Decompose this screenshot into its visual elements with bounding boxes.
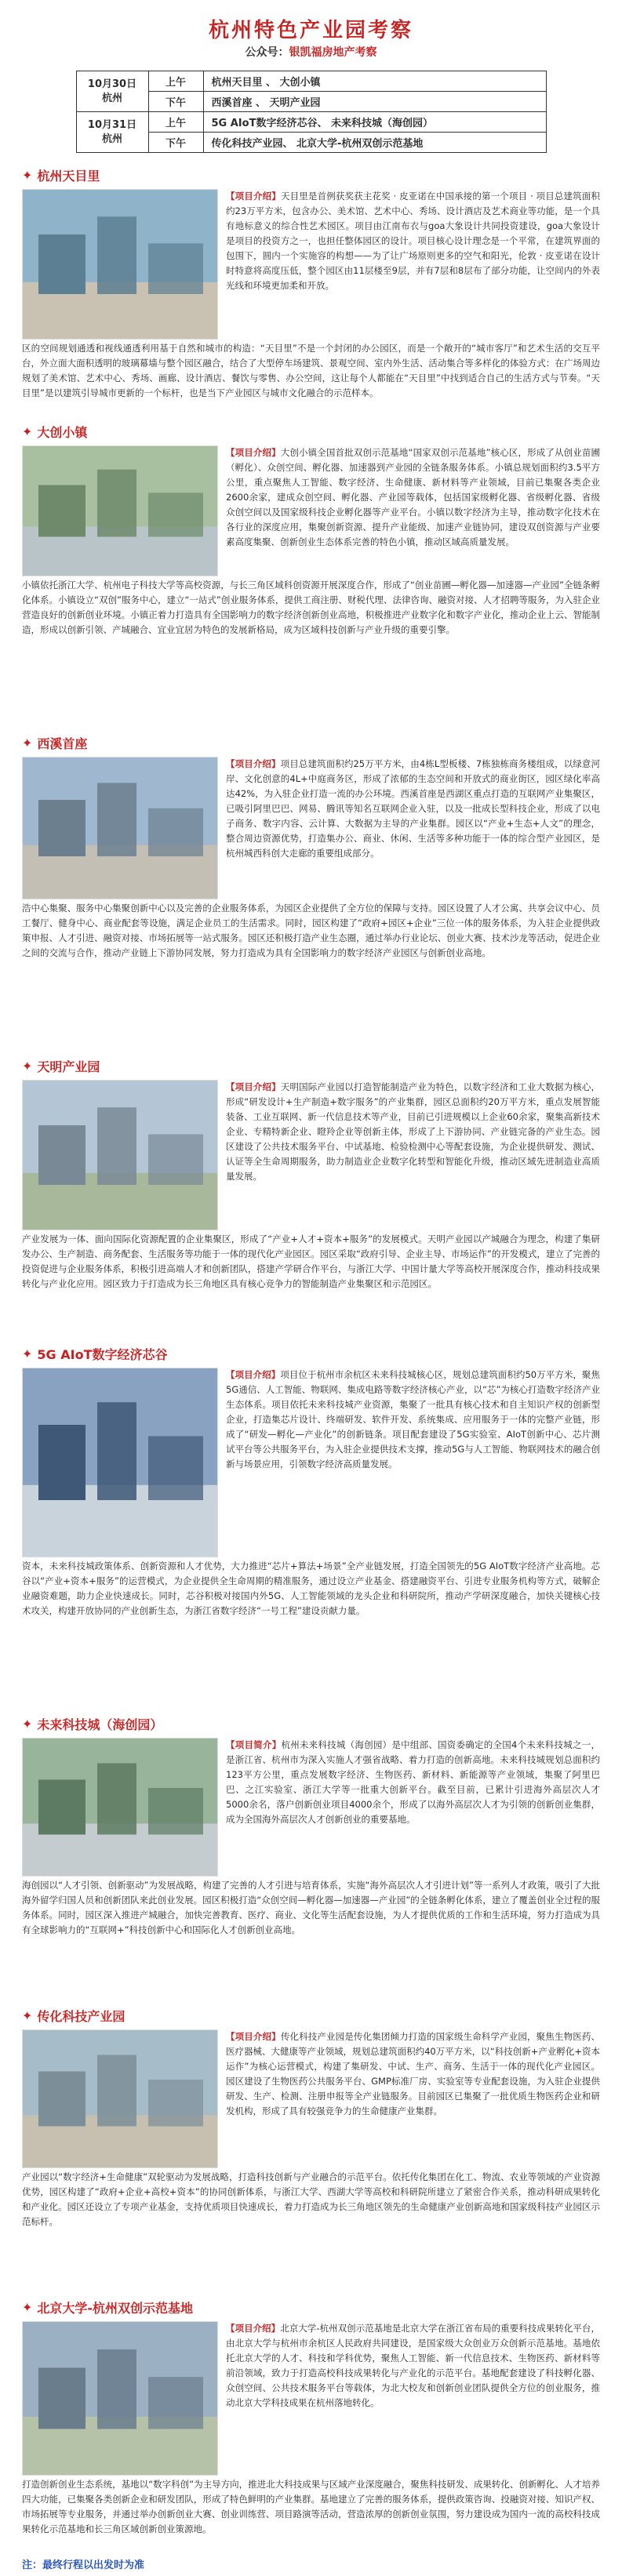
footer-note: 注：最终行程以出发时为准 bbox=[22, 2560, 145, 2571]
project-intro bbox=[226, 1738, 600, 1875]
section-7 bbox=[0, 2004, 622, 2291]
intro-text: 大创小镇全国首批双创示范基地“国家双创示范基地”核心区，形成了从创业苗圃（孵化）、众创空间、孵化器、加速器到产业园的全链条服务体系。小镇总规划面积约3.5平方公里，重点聚焦人工智能、数字经济、生命健康、新材料等产业领域，目前已集聚各类企业2600余家，建成众创空间、孵化器、产业园等载体，包括国家级孵化器、省级孵化器、省级众创空间以及国家级科技企业孵化器等产业平台。小镇以数字经济为主导，推动数字化技术在各行业的深度应用，集聚创新资源、提升产业能级、加速产业链协同，建设双创资源与产业要素高度集聚、创新创业生态体系完善的特色小镇，推动区域高质量发展。 bbox=[226, 447, 600, 547]
project-photo bbox=[22, 1080, 218, 1230]
sparkle-icon: ✦ bbox=[22, 2007, 33, 2023]
project-detail: 产业发展为一体、面向国际化资源配置的企业集聚区，形成了“产业+人才+资本+服务”的发展模式。天明产业园以产城融合为理念，构建了集研发办公、生产制造、商务配套、生活服务等功能于一体的现代化产业园区。园区采取“政府引导、企业主导、市场运作”的开发模式，建立了完善的投资促进与企业服务体系，积极引进高端人才和创新团队，搭建产学研合作平台，与浙江大学、中国计量大学等高校开展深度合作，推动科技成果转化与产业化应用。园区致力于打造成为长三角地区具有核心竞争力的智能制造产业集聚区和示范园区。 bbox=[22, 1234, 600, 1289]
section-body bbox=[22, 1738, 600, 1877]
sparkle-icon: ✦ bbox=[22, 1346, 33, 1361]
section-3 bbox=[0, 732, 622, 1050]
project-detail: 产业园以“数字经济+生命健康”双轮驱动为发展战略，打造科技创新与产业融合的示范平台。依托传化集团在化工、物流、农业等领域的产业资源优势，园区构建了“政府+企业+高校+资本”的协同创新体系，与浙江大学、西湖大学等高校和科研院所建立了紧密合作关系，推动科研成果转化和产业化。园区还设立了专项产业基金，支持优质项目快速成长，着力打造成为长三角地区领先的生命健康产业创新高地和国家级科技产业园区示范标杆。 bbox=[22, 2171, 600, 2227]
section-title: 杭州天目里 bbox=[37, 168, 100, 183]
project-intro bbox=[226, 757, 600, 898]
section-title: 未来科技城（海创园） bbox=[37, 1717, 163, 1732]
section-title: 大创小镇 bbox=[37, 424, 88, 440]
intro-text: 项目位于杭州市余杭区未来科技城核心区，规划总建筑面积约50万平方米，聚焦5G通信、人工智能、物联网、集成电路等数字经济核心产业，以“芯”为核心打造数字经济产业生态体系。项目依托未来科技城产业资源，集聚了一批具有核心技术和自主知识产权的创新型企业，打造集芯片设计、终端研发、软件开发、系统集成、应用服务于一体的完整产业链，形成了“研发—孵化—产业化”的创新链条。项目配套建设了5G实验室、AIoT创新中心、芯片测试平台等公共服务平台，为入驻企业提供技术支撑，推动5G与人工智能、物联网技术的融合创新与场景应用，引领数字经济高质量发展。 bbox=[226, 1369, 600, 1470]
section-heading bbox=[22, 1713, 600, 1735]
intro-text: 北京大学-杭州双创示范基地是北京大学在浙江省布局的重要科技成果转化平台，由北京大学与杭州市余杭区人民政府共同建设，是国家级大众创业万众创新示范基地。基地依托北京大学的人才、科技和学科优势，聚焦人工智能、新一代信息技术、生物医药、新材料等前沿领域，致力于打造高校科技成果转化与产业化的示范平台。基地配套建设了科技孵化器、众创空间、公共技术服务平台等载体，为北大校友和创新创业团队提供全方位的创业服务，推动北京大学科技成果在杭州落地转化。 bbox=[226, 2323, 600, 2408]
section-4 bbox=[0, 1055, 622, 1338]
section-heading bbox=[22, 420, 600, 442]
page-title: 杭州特色产业园考察 bbox=[208, 19, 413, 42]
intro-text: 天目里是首例获奖获主花奖 · 皮亚诺在中国承接的第一个项目 · 项目总建筑面积约23万平方米，包含办公、美术馆、艺术中心、秀场、设计酒店及艺术商业等功能，是一个具有地标意义的综合性艺术园区。项目由江南布衣与goa大象设计共同投资建设，goa大象设计是项目的投资方之一，也担任整体园区的设计。项目核心设计理念是一个平常，在建筑界面的包围下，圆内一个实施容的构想——为了让广场原则更多的空气和阳光，伦敦 · 皮亚诺在设计时特意将高度压低，整个园区由11层楼至9层，并有7层和8层布了部分功能，让空间内的外表光线和环境更加柔和开放。 bbox=[226, 191, 600, 291]
section-title: 传化科技产业园 bbox=[37, 2008, 125, 2024]
sparkle-icon: ✦ bbox=[22, 1058, 33, 1074]
section-2 bbox=[0, 420, 622, 727]
intro-text: 杭州未来科技城（海创园）是中组部、国资委确定的全国4个未来科技城之一，是浙江省、杭州市为深入实施人才强省战略、着力打造的创新高地。未来科技城规划总面积约123平方公里，重点发展数字经济、生物医药、新材料、新能源等产业领域，集聚了阿里巴巴、之江实验室、浙江大学等一批重大创新平台。截至目前，已累计引进海外高层次人才5000余名，落户创新创业项目4000余个，形成了以海外高层次人才为引领的创新创业集群，成为全国海外高层次人才创新创业的重要基地。 bbox=[226, 1739, 600, 1825]
intro-tag: 【项目介绍】 bbox=[226, 758, 281, 769]
section-body bbox=[22, 2321, 600, 2476]
section-title: 西溪首座 bbox=[37, 736, 88, 751]
intro-text: 项目总建筑面积约25万平方米，由4栋L型板楼、7栋独栋商务楼组成，以绿意河岸、文化创意的4L+中庭商务区，形成了浓郁的生态空间和开放式的商业街区，园区绿化率高达42%，为入驻企业打造一流的办公环境。西溪首座是西湖区重点打造的互联网产业集聚区，已吸引阿里巴巴、网易、腾讯等知名互联网企业入驻，以及一批成长型科技企业，形成了以电子商务、数字内容、云计算、大数据为主导的产业集群。园区以“产业+生态+人文”的理念，整合周边资源优势，打造集办公、商业、休闲、生活等多种功能于一体的综合型产业园区，是杭州城西科创大走廊的重要组成部分。 bbox=[226, 758, 601, 859]
project-intro bbox=[226, 2321, 600, 2474]
project-intro bbox=[226, 445, 600, 575]
intro-tag: 【项目简介】 bbox=[226, 1739, 282, 1750]
schedule-time: 下午 bbox=[148, 92, 203, 112]
section-heading bbox=[22, 1342, 600, 1364]
schedule-day: 10月31日 杭州 bbox=[76, 112, 148, 153]
project-intro bbox=[226, 2029, 600, 2167]
sparkle-icon: ✦ bbox=[22, 423, 33, 439]
schedule-time: 上午 bbox=[148, 112, 203, 133]
section-body bbox=[22, 2029, 600, 2168]
section-body bbox=[22, 1368, 600, 1557]
section-title: 北京大学-杭州双创示范基地 bbox=[37, 2300, 194, 2316]
schedule-row bbox=[76, 112, 546, 133]
sparkle-icon: ✦ bbox=[22, 2299, 33, 2315]
intro-text: 天明国际产业园以打造智能制造产业为特色，以数字经济和工业大数据为核心，形成“研发设计+生产制造+数字服务”的产业集群，园区总面积约20万平方米，重点发展智能装备、工业互联网、新一代信息技术等产业，目前已引进规模以上企业60余家，聚集高新技术企业、专精特新企业、瞪羚企业等创新主体，形成了上下游协同、产业链完备的产业生态。园区建设了公共技术服务平台、中试基地、检验检测中心等配套设施，为企业提供研发、测试、认证等全生命周期服务，助力制造业企业数字化转型和智能化升级，推动区域先进制造业高质量发展。 bbox=[226, 1081, 600, 1182]
section-heading bbox=[22, 164, 600, 186]
section-heading bbox=[22, 2296, 600, 2318]
project-photo bbox=[22, 445, 218, 576]
project-detail: 小镇依托浙江大学、杭州电子科技大学等高校资源，与长三角区域科创资源开展深度合作，形成了“创业苗圃—孵化器—加速器—产业园”全链条孵化体系。小镇设立“双创”服务中心，建立“一站式”创业服务体系，提供工商注册、财税代理、法律咨询、融资对接、人才招聘等服务，为入驻企业营造良好的创新创业环境。小镇正着力打造具有全国影响力的数字经济创新创业高地，积极推进产业数字化和数字产业化，推动企业上云、智能制造，形成以创新引领、产城融合、宜业宜居为特色的发展新格局，成为区域科技创新与产业升级的重要引擎。 bbox=[22, 580, 600, 635]
subtitle-prefix: 公众号： bbox=[245, 46, 289, 59]
section-8 bbox=[0, 2296, 622, 2552]
subtitle-account: 银凯福房地产考察 bbox=[289, 46, 377, 59]
section-6 bbox=[0, 1713, 622, 2000]
section-heading bbox=[22, 732, 600, 754]
schedule-table bbox=[76, 71, 547, 153]
section-1 bbox=[0, 164, 622, 416]
intro-tag: 【项目介绍】 bbox=[226, 2323, 281, 2334]
sparkle-icon: ✦ bbox=[22, 1716, 33, 1731]
sparkle-icon: ✦ bbox=[22, 735, 33, 750]
project-photo bbox=[22, 189, 218, 340]
schedule-time: 上午 bbox=[148, 71, 203, 92]
intro-tag: 【项目介绍】 bbox=[226, 1081, 281, 1092]
project-intro bbox=[226, 1368, 600, 1556]
section-body bbox=[22, 1080, 600, 1230]
section-heading bbox=[22, 2004, 600, 2026]
project-photo bbox=[22, 1738, 218, 1877]
section-title: 天明产业园 bbox=[37, 1059, 100, 1074]
intro-tag: 【项目介绍】 bbox=[226, 447, 281, 458]
schedule-content: 西溪首座 、 天明产业园 bbox=[203, 92, 546, 112]
project-photo bbox=[22, 1368, 218, 1557]
sections-container bbox=[0, 164, 622, 2552]
project-detail: 浩中心集聚、服务中心集聚创新中心以及完善的企业服务体系，为园区企业提供了全方位的保障与支持。园区设置了人才公寓、共享会议中心、员工餐厅、健身中心、商业配套等设施，满足企业员工的生活需求。同时，园区构建了“政府+园区+企业”三位一体的服务体系，为入驻企业提供政策申报、人才引进、融资对接、市场拓展等一站式服务。园区还积极打造产业生态圈，通过举办行业论坛、创业大赛、技术沙龙等活动，促进企业之间的交流与合作，推动产业链上下游协同发展，努力打造成为具有全国影响力的数字经济产业园区与创新创业高地。 bbox=[22, 903, 600, 958]
schedule-content: 杭州天目里 、 大创小镇 bbox=[203, 71, 546, 92]
project-photo bbox=[22, 2321, 218, 2476]
intro-text: 传化科技产业园是传化集团倾力打造的国家级生命科学产业园，聚焦生物医药、医疗器械、大健康等产业领域，规划总建筑面积约40万平方米，以“科技创新+产业孵化+资本运作”为核心运营模式，构建了集研发、中试、生产、商务、生活于一体的现代化产业园区。园区建设了生物医药公共服务平台、GMP标准厂房、实验室等专业配套设施，为入驻企业提供研发、生产、检测、注册申报等全产业链服务。目前园区已集聚了一批优质生物医药企业和研发机构，形成了具有较强竞争力的生命健康产业集群。 bbox=[226, 2031, 600, 2116]
section-body bbox=[22, 189, 600, 340]
section-body bbox=[22, 757, 600, 899]
schedule-time: 下午 bbox=[148, 133, 203, 153]
project-photo bbox=[22, 2029, 218, 2168]
schedule-row bbox=[76, 71, 546, 92]
sparkle-icon: ✦ bbox=[22, 167, 33, 183]
project-detail: 海创园以“人才引领、创新驱动”为发展战略，构建了完善的人才引进与培育体系，实施“海外高层次人才引进计划”等一系列人才政策，吸引了大批海外留学归国人员和创新团队来此创业发展。园区积极打造“众创空间—孵化器—加速器—产业园”的全链条孵化体系，建立了覆盖创业全过程的服务体系。同时，园区深入推进产城融合，加快完善教育、医疗、商业、文化等生活配套设施，为人才提供优质的工作和生活环境，努力打造成为具有全球影响力的“互联网+”科技创新中心和国际化人才创新创业高地。 bbox=[22, 1880, 600, 1935]
section-body bbox=[22, 445, 600, 576]
schedule-content: 5G AIoT数字经济芯谷、 未来科技城（海创园） bbox=[203, 112, 546, 133]
schedule-day: 10月30日 杭州 bbox=[76, 71, 148, 112]
project-detail: 区的空间规划通透和视线通透利用基于自然和城市的构造：“天目里”不是一个封闭的办公园区，而是一个敞开的“城市客厅”和艺术生活的交互平台，外立面大面积透明的玻璃幕墙与整个园区融合，结合了大型停车场建筑、景观空间、室内外生活、活动集合等多样化的体验方式：在广场周边规划了美术馆、艺术中心、秀场、画廊、设计酒店、餐饮与零售、办公空间，这让每个人都能在“天目里”中找到适合自己的生活方式与节奏。“天目里”是以建筑引导城市更新的一个标杆，也是当下产业园区与城市文化融合的示范样本。 bbox=[22, 343, 600, 398]
section-heading bbox=[22, 1055, 600, 1077]
subtitle bbox=[0, 44, 622, 64]
intro-tag: 【项目介绍】 bbox=[226, 2031, 281, 2042]
schedule-content: 传化科技产业园、 北京大学-杭州双创示范基地 bbox=[203, 133, 546, 153]
intro-tag: 【项目介绍】 bbox=[226, 191, 281, 202]
section-title: 5G AIoT数字经济芯谷 bbox=[37, 1346, 168, 1362]
project-detail: 打造创新创业生态系统，基地以“数字科创”为主导方向，推进北大科技成果与区域产业深度融合，聚焦科技研发、成果转化、创新孵化、人才培养四大功能，已集聚各类创新企业和研发团队，形成了特色鲜明的产业集群。基地建立了完善的服务体系，提供政策咨询、投融资对接、知识产权、市场拓展等专业服务，并通过举办创新创业大赛、创业训练营、项目路演等活动，营造浓厚的创新创业氛围，努力建设成为国内一流的高校科技成果转化示范基地和长三角区域创新创业策源地。 bbox=[22, 2479, 600, 2534]
intro-tag: 【项目介绍】 bbox=[226, 1369, 281, 1380]
project-intro bbox=[226, 189, 600, 338]
project-detail: 资本，未来科技城政策体系、创新资源和人才优势，大力推进“芯片+算法+场景”全产业链发展，打造全国领先的5G AIoT数字经济产业高地。芯谷以“产业+资本+服务”的运营模式，为企业提供全生命周期的精准服务，通过设立产业基金、搭建融资平台、引进专业服务机构等方式，破解企业融资难题，助力企业快速成长。同时，芯谷积极对接国内外5G、人工智能领域的龙头企业和科研院所，推动产学研深度融合，加快关键核心技术攻关，构建开放协同的产业创新生态，为浙江省数字经济“一号工程”建设贡献力量。 bbox=[22, 1560, 600, 1616]
section-5 bbox=[0, 1342, 622, 1708]
project-photo bbox=[22, 757, 218, 899]
project-intro bbox=[226, 1080, 600, 1229]
